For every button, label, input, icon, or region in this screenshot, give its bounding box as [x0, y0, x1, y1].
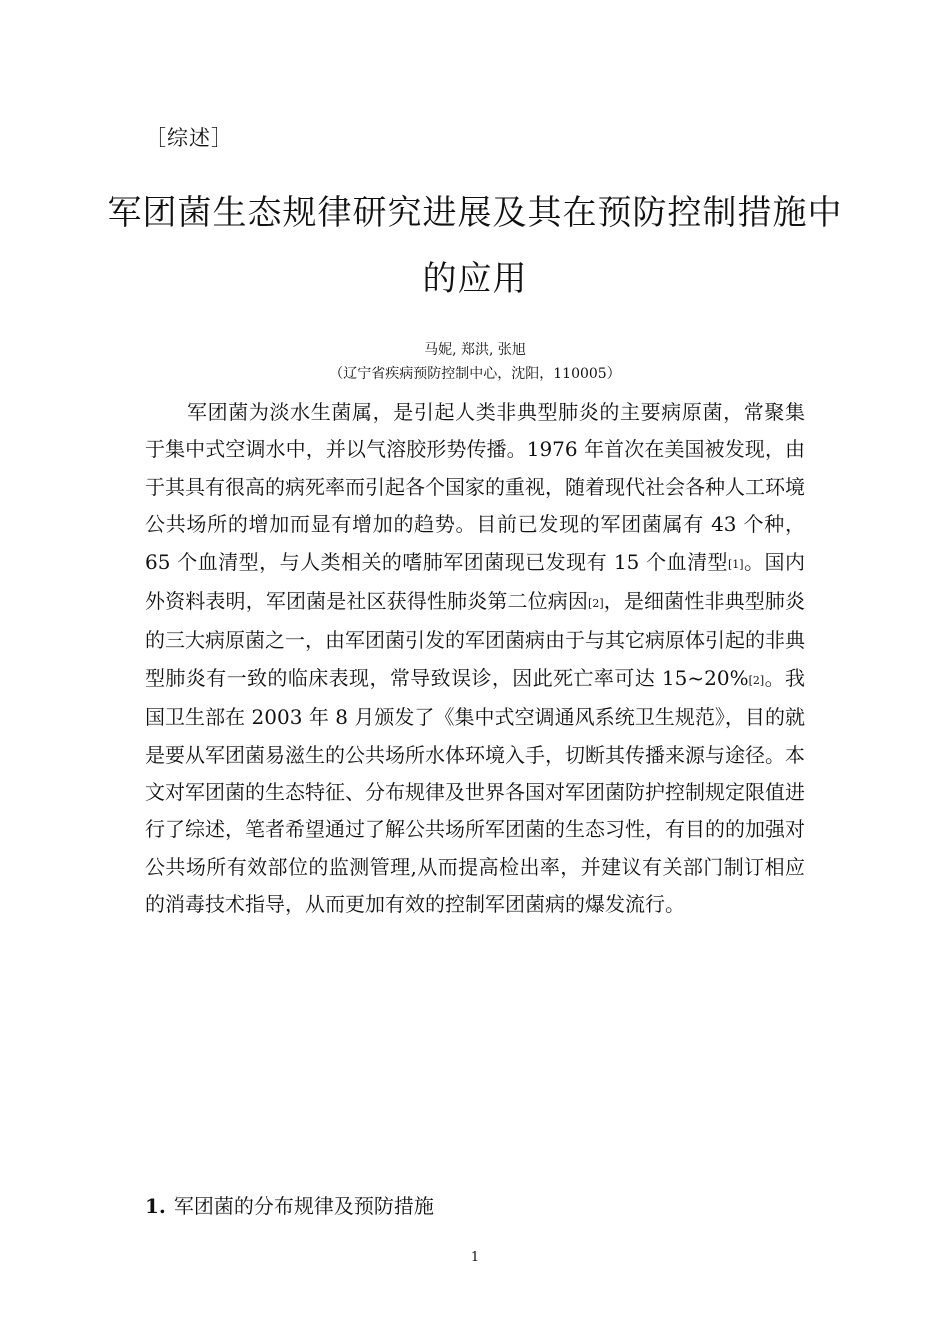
page-number: 1 — [470, 1250, 480, 1265]
author-list: 马妮, 郑洪, 张旭 — [424, 342, 526, 358]
section-title: 军团菌的分布规律及预防措施 — [173, 1194, 434, 1218]
intro-text-part-1: 军团菌为淡水生菌属，是引起人类非典型肺炎的主要病原菌，常聚集于集中式空调水中，并以气溶胶形势传播。1976 年首次在美国被发现，由于其具有很高的病死率而引起各个国家的重视，随着现代社会各种人工环境公共场所的增加而显有增加的趋势。目前已发现的军团菌属有 43 个种，65 个血清型，与人类相关的嗜肺军团菌现已发现有 15 个血清型 — [145, 400, 805, 574]
intro-text-part-4: 。我国卫生部在 2003 年 8 月颁发了《集中式空调通风系统卫生规范》，目的就是要从军团菌易滋生的公共场所水体环境入手，切断其传播来源与途径。本文对军团菌的生态特征、分布规律及世界各国对军团菌防护控制规定限值进行了综述，笔者希望通过了解公共场所军团菌的生态习性，有目的的加强对公共场所有效部位的监测管理,从而提高检出率，并建议有关部门制订相应的消毒技术指导，从而更加有效的控制军团菌病的爆发流行。 — [145, 665, 805, 917]
section-heading — [145, 1190, 434, 1219]
article-category: ［综述］ — [145, 126, 233, 150]
intro-text-part-3: ，是细菌性非典型肺炎的三大病原菌之一，由军团菌引发的军团菌病由于与其它病原体引起的非典型肺炎有一致的临床表现，常导致误诊，因此死亡率可达 15~20% — [145, 589, 806, 690]
intro-text-part-2: 。国内外资料表明，军团菌是社区获得性肺炎第二位病因 — [145, 549, 805, 614]
intro-paragraph — [145, 394, 805, 924]
author-affiliation: （辽宁省疾病预防控制中心，沈阳，110005） — [329, 366, 621, 382]
citation-marker: [2] — [748, 673, 765, 687]
citation-marker: [1] — [728, 557, 744, 571]
citation-marker: [2] — [588, 597, 604, 611]
article-title: 军团菌生态规律研究进展及其在预防控制措施中的应用 — [107, 193, 843, 299]
section-number: 1. — [145, 1194, 166, 1218]
